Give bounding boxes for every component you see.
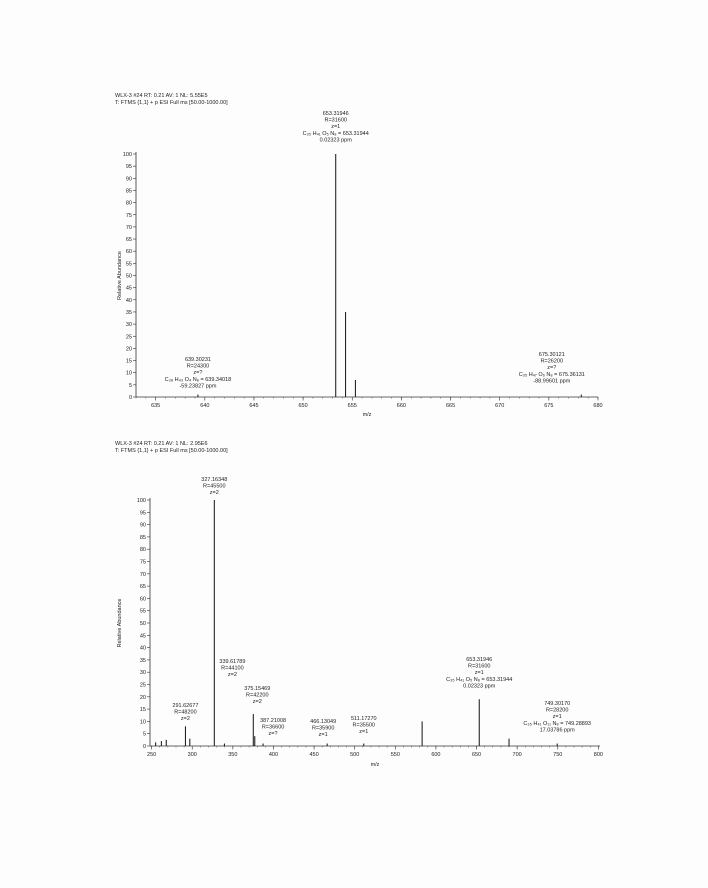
chart1-y-tick-label: 90 <box>125 176 132 183</box>
chart2-peak-annotation: z=2 <box>180 716 190 723</box>
chart2-x-tick-label: 300 <box>187 752 197 758</box>
chart2-peak-annotation: R=31600 <box>467 663 491 670</box>
chart2-y-tick-label: 85 <box>139 534 146 541</box>
chart1-header-line: WLX-3 #24 RT: 0.21 AV: 1 NL: 5.55E5 <box>115 93 208 99</box>
chart1-y-tick-label: 60 <box>125 249 132 256</box>
chart1-peak-annotation: C₃₅ H₄₁ O₅ N₈ = 653.31944 <box>302 130 369 137</box>
chart2-y-tick-label: 75 <box>139 559 146 566</box>
chart2-peak-annotation: 387.21008 <box>260 718 287 724</box>
chart1-peak-annotation: 653.31946 <box>322 111 349 117</box>
chart2-x-tick-label: 600 <box>431 752 441 758</box>
chart2-y-tick-label: 100 <box>136 498 146 504</box>
chart2-y-tick-label: 25 <box>139 682 146 689</box>
chart1-x-tick-label: 640 <box>200 403 210 409</box>
chart2-y-tick-label: 40 <box>139 645 146 652</box>
chart2-y-tick-label: 15 <box>139 707 146 714</box>
chart2-peak-annotation: 466.13049 <box>310 719 337 725</box>
chart2-x-tick-label: 550 <box>390 752 400 758</box>
chart2-y-axis-label: Relative Abundance <box>117 598 123 648</box>
chart1-y-tick-label: 30 <box>125 322 132 329</box>
chart2-x-tick-label: 250 <box>147 752 157 758</box>
chart1-x-tick-label: 650 <box>298 403 308 409</box>
chart1-y-tick-label: 55 <box>125 261 132 268</box>
chart1-x-tick-label: 670 <box>495 403 505 409</box>
chart2-y-tick-label: 45 <box>139 633 146 640</box>
chart1-peak-annotation: z=? <box>547 365 557 372</box>
chart2-x-tick-label: 350 <box>228 752 238 758</box>
chart2-y-tick-label: 80 <box>139 547 146 554</box>
chart2-peak-annotation: 653.31946 <box>466 657 493 663</box>
chart1-x-axis-label: m/z <box>362 412 372 418</box>
chart1-peak-annotation: R=26200 <box>540 358 564 365</box>
chart1-peak-annotation: z=1 <box>331 124 341 131</box>
chart1-peak-annotation: z=? <box>193 370 203 377</box>
chart2-y-tick-label: 95 <box>139 510 146 517</box>
chart2-header-line: T: FTMS {1,1} + p ESI Full ms [50.00-1000.00] <box>115 448 228 454</box>
chart2-y-tick-label: 55 <box>139 608 146 615</box>
chart2-x-tick-label: 500 <box>350 752 360 758</box>
chart1-x-tick-label: 645 <box>249 403 259 409</box>
chart1-y-tick-label: 95 <box>125 164 132 171</box>
chart1-y-tick-label: 10 <box>125 370 132 377</box>
chart2-peak-annotation: z=? <box>268 731 278 738</box>
chart2-x-tick-label: 450 <box>309 752 319 758</box>
chart1-header-line: T: FTMS {1,1} + p ESI Full ms [50.00-1000.00] <box>115 100 228 106</box>
chart1-peak-annotation: C₃₅ H₄₇ O₆ N₈ = 675.36131 <box>518 371 585 378</box>
chart1-y-tick-label: 50 <box>125 273 132 280</box>
chart2-peak-annotation: 749.30170 <box>544 701 571 707</box>
chart1-y-tick-label: 75 <box>125 212 132 219</box>
chart2-peak-annotation: 327.16348 <box>201 477 228 483</box>
chart1-y-tick-label: 40 <box>125 297 132 304</box>
chart2-peak-annotation: z=1 <box>318 732 328 739</box>
chart2-peak-annotation: 291.62677 <box>172 703 199 709</box>
chart1-peak-annotation: R=24300 <box>186 363 210 370</box>
chart2-y-tick-label: 10 <box>139 719 146 726</box>
chart1-y-tick-label: 5 <box>128 382 132 389</box>
chart2-peak-annotation: z=1 <box>359 729 369 736</box>
chart2-peak-annotation: 511.17270 <box>350 716 377 722</box>
chart2-y-tick-label: 50 <box>139 621 146 627</box>
chart1-peak-annotation: C₃₈ H₄₃ O₄ N₈ = 639.34018 <box>164 376 232 383</box>
chart2-y-tick-label: 60 <box>139 596 146 603</box>
chart2-y-tick-label: 90 <box>139 522 146 529</box>
chart1-peak-annotation: 639.30231 <box>184 357 211 363</box>
chart2-x-tick-label: 800 <box>593 752 603 758</box>
chart2-y-tick-label: 0 <box>142 744 146 750</box>
chart1-x-tick-label: 675 <box>544 403 554 409</box>
chart1-y-axis-label: Relative Abundance <box>117 251 123 300</box>
chart1-peak-annotation: 675.30121 <box>538 352 565 358</box>
chart2-x-tick-label: 650 <box>471 752 482 758</box>
chart2-peak-annotation: R=35900 <box>311 725 335 732</box>
chart2-peak-annotation: C₃₅ H₄₁ O₁₁ N₈ = 749.28893 <box>523 720 591 727</box>
chart1-y-tick-label: 15 <box>125 358 132 365</box>
chart1-y-tick-label: 80 <box>125 200 132 207</box>
chart1-peak-annotation: R=31600 <box>324 117 347 124</box>
chart1-x-tick-label: 680 <box>593 403 603 409</box>
chart1-peak-annotation: 0.02323 ppm <box>319 137 352 144</box>
chart2-x-tick-label: 700 <box>512 752 522 758</box>
chart2-peak-annotation: R=44100 <box>221 665 244 672</box>
chart2-peak-annotation: R=42200 <box>246 692 269 699</box>
chart2-x-axis-label: m/z <box>370 762 380 768</box>
chart2-y-tick-label: 65 <box>139 584 146 591</box>
chart2-peak-annotation: 0.02323 ppm <box>463 683 496 690</box>
chart2-y-tick-label: 20 <box>139 694 146 701</box>
chart1-y-tick-label: 35 <box>125 309 132 316</box>
chart2-peak-annotation: R=35500 <box>352 722 376 729</box>
chart2-y-tick-label: 70 <box>139 571 146 578</box>
chart1-y-tick-label: 85 <box>125 188 132 195</box>
chart1-x-tick-label: 655 <box>347 403 357 409</box>
chart2-y-tick-label: 35 <box>139 657 146 664</box>
chart1-peak-annotation: -59.23827 ppm <box>179 383 217 390</box>
chart1-y-tick-label: 70 <box>125 224 132 231</box>
chart2-y-tick-label: 30 <box>139 670 146 677</box>
chart2-peak-annotation: 339.61789 <box>219 659 246 665</box>
chart2-y-tick-label: 5 <box>142 731 146 738</box>
chart2-peak-annotation: z=1 <box>474 670 484 677</box>
chart1-y-tick-label: 20 <box>125 346 132 353</box>
chart1-y-tick-label: 100 <box>122 152 132 158</box>
chart2-peak-annotation: z=2 <box>227 672 237 679</box>
chart2-peak-annotation: R=48200 <box>174 709 197 716</box>
chart1-x-tick-label: 665 <box>445 403 456 409</box>
chart2-x-tick-label: 750 <box>553 752 563 758</box>
chart1-y-tick-label: 45 <box>125 285 132 292</box>
chart2-x-tick-label: 400 <box>268 752 279 758</box>
chart1-x-tick-label: 635 <box>151 403 161 409</box>
chart2-peak-annotation: R=28200 <box>545 707 569 714</box>
chart2-header-line: WLX-3 #24 RT: 0.21 AV: 1 NL: 2.95E6 <box>115 441 208 447</box>
chart1-y-tick-label: 65 <box>125 237 132 244</box>
chart2-peak-annotation: z=1 <box>552 714 562 721</box>
chart1-y-tick-label: 0 <box>128 395 132 401</box>
chart1-x-tick-label: 660 <box>396 403 406 409</box>
chart2-peak-annotation: z=2 <box>252 699 262 706</box>
chart1-y-tick-label: 25 <box>125 334 132 341</box>
chart2-peak-annotation: 17.03786 ppm <box>539 727 575 734</box>
chart2-peak-annotation: R=45500 <box>203 483 226 490</box>
chart2-peak-annotation: 375.15469 <box>244 686 271 692</box>
chart1-peak-annotation: -88.99601 ppm <box>533 378 571 385</box>
chart2-peak-annotation: C₃₅ H₄₁ O₅ N₈ = 653.31944 <box>446 676 513 683</box>
chart2-peak-annotation: R=36600 <box>261 724 285 731</box>
chart2-peak-annotation: z=2 <box>209 490 219 497</box>
